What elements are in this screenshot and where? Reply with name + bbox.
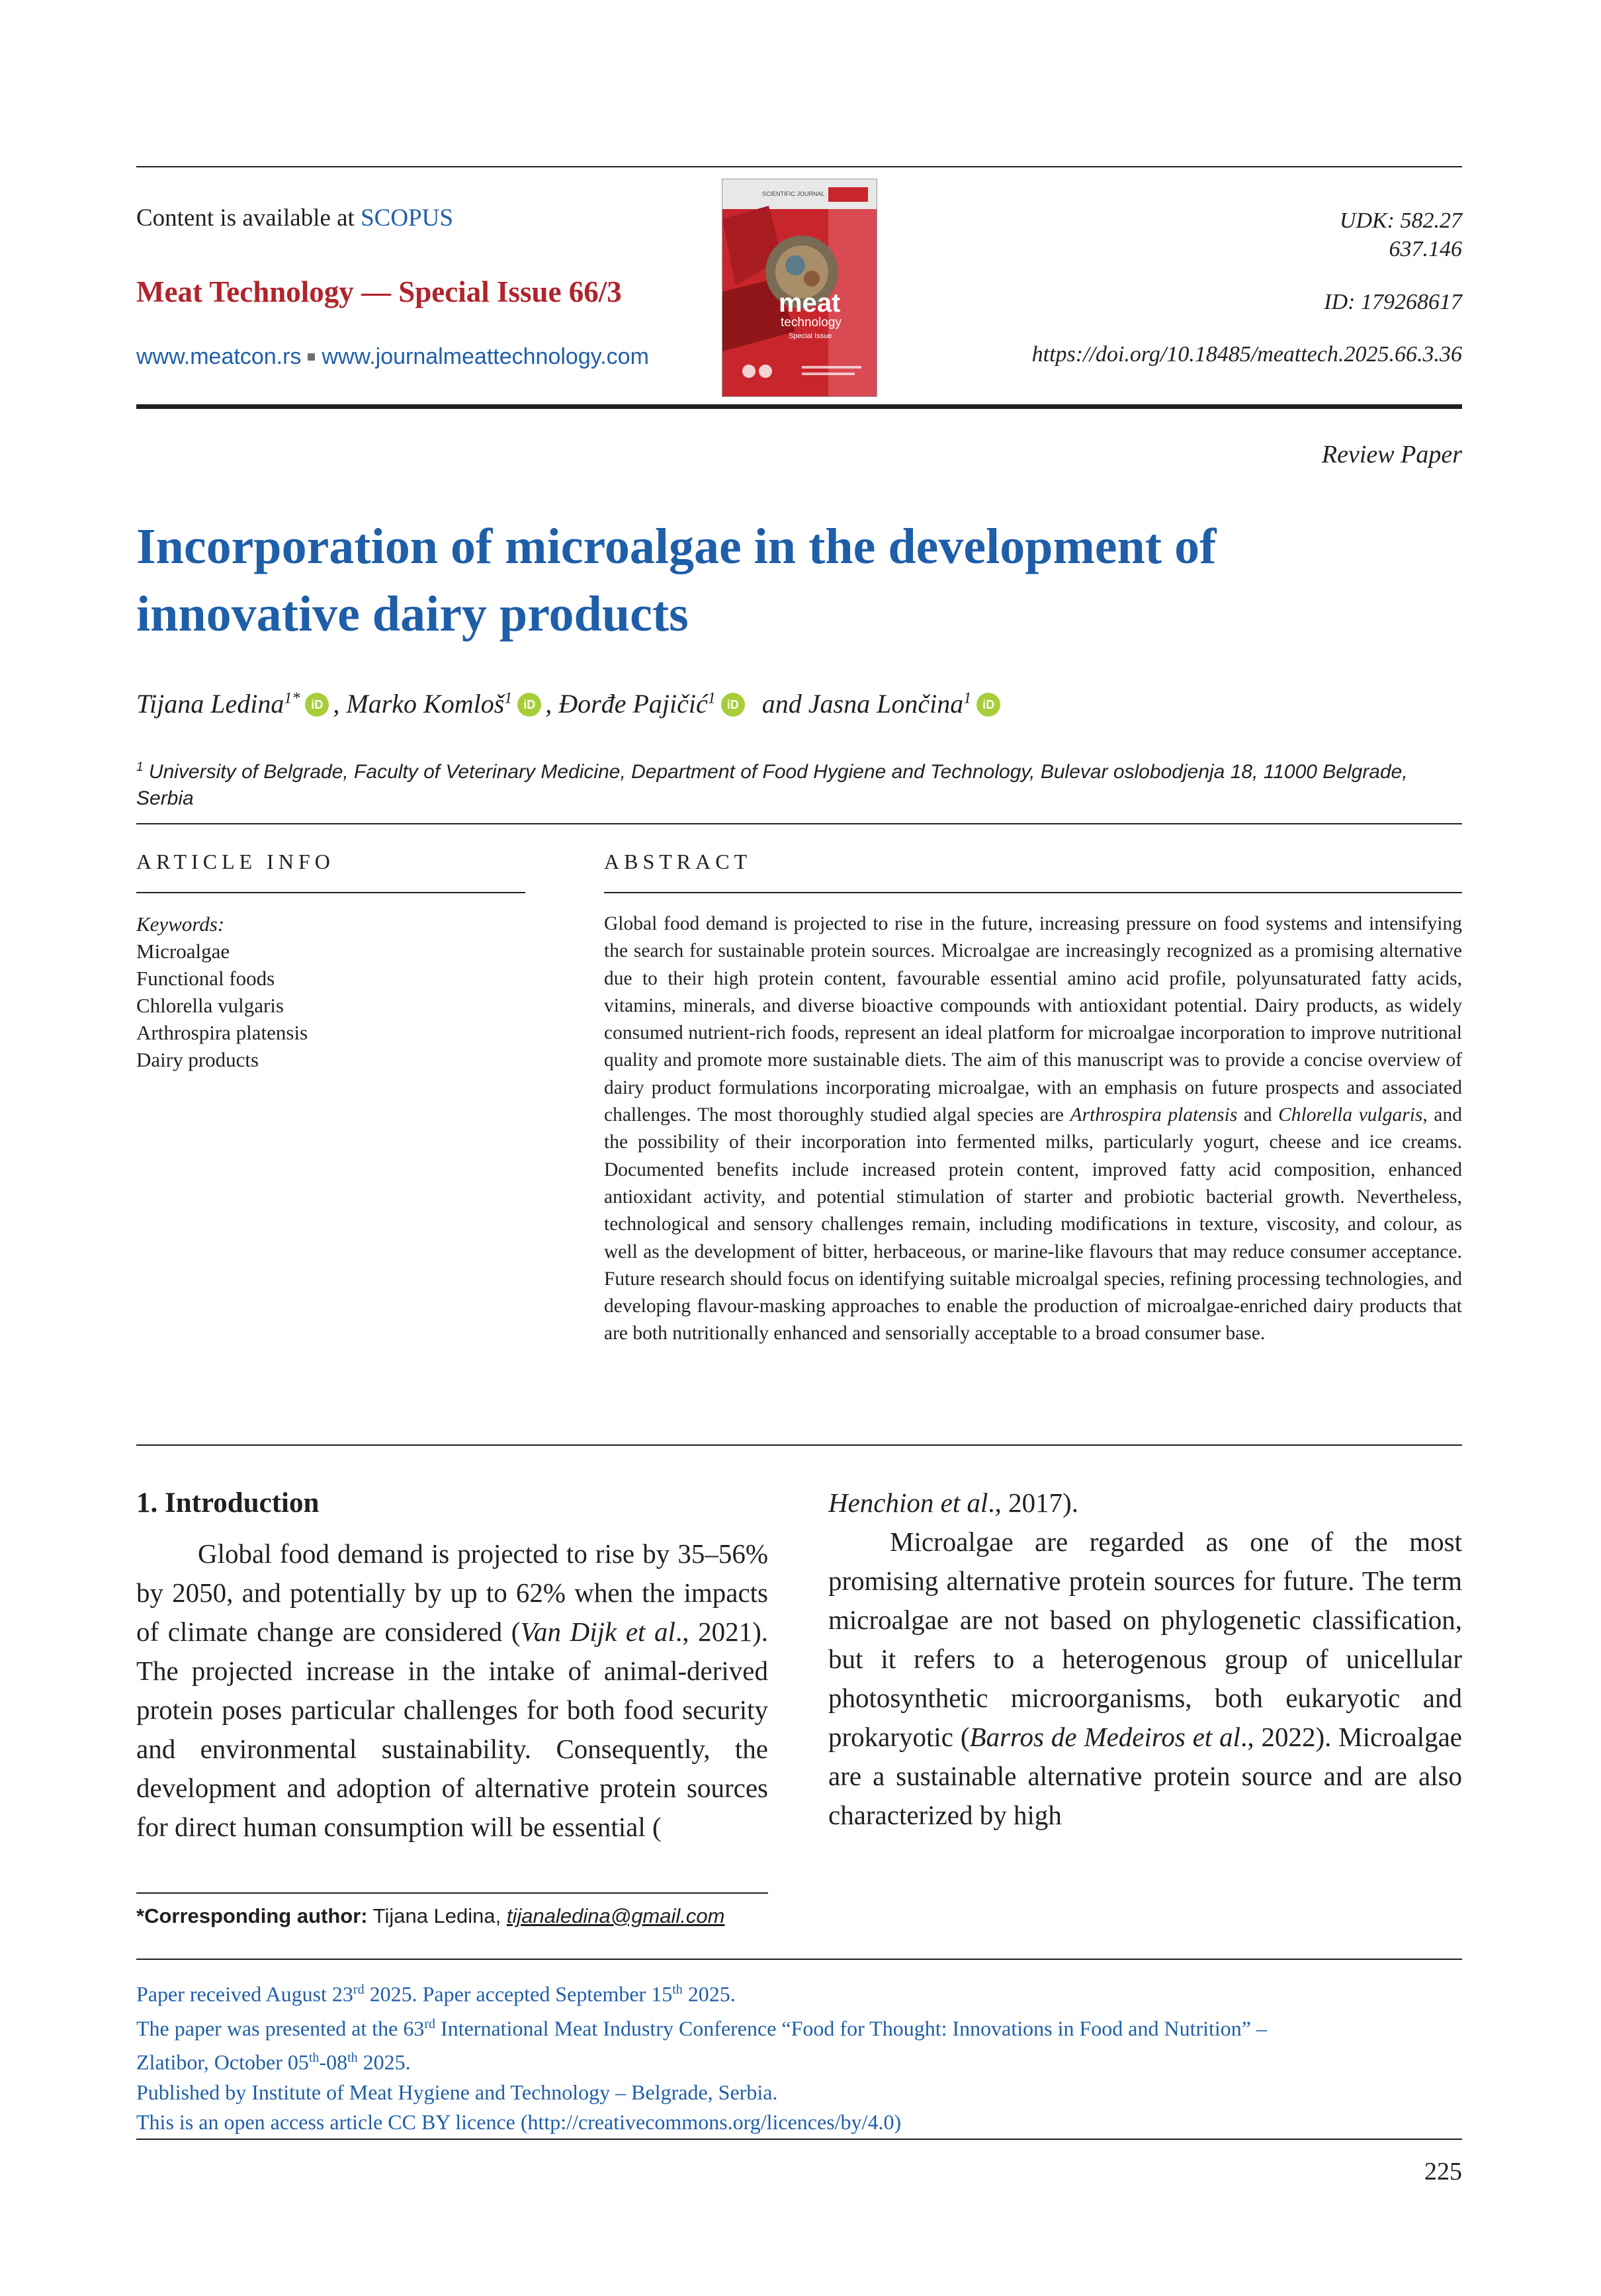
orcid-icon[interactable]: iD: [517, 693, 541, 717]
footer-text: The paper was presented at the 63: [136, 2016, 425, 2041]
author-separator: ,: [333, 689, 340, 719]
abstract-part-2: , and the possibility of their incorporation into fermented milks, particularly yogurt, cheese and ice creams. Documented benefits include increased protein content, improved fatty acid composition, enhanced antioxidant activity, and potential stimulation of starter and probiotic bacterial growth. Nevertheless, technological and sensory challenges remain, including modifications in texture, viscosity, and colour, as well as the development of bitter, herbaceous, or marine-like flavours that may reduce consumer acceptance. Future research should focus on identifying suitable microalgal species, refining processing technologies, and developing flavour-masking approaches to enable the production of microalgae-enriched dairy products that are both nutritionally enhanced and sensorially acceptable to a broad consumer base.: [604, 1104, 1462, 1345]
doi-link[interactable]: https://doi.org/10.18485/meattech.2025.66.3.36: [1031, 342, 1462, 367]
cover-logo-special: Special Issue: [789, 332, 832, 340]
paper-title: [136, 513, 1459, 648]
footer-text: International Meat Industry Conference “Food for Thought: Innovations in Food and Nutrition” –: [435, 2016, 1267, 2041]
footer-text: Paper received August 23: [136, 1982, 353, 2006]
abstract-species-2: Chlorella vulgaris: [1278, 1104, 1423, 1126]
intro-text: Global food demand is projected to rise by 35–56% by 2050, and potentially by up to 62% when the impacts of climate change are considered (: [136, 1538, 768, 1647]
article-type: Review Paper: [1321, 441, 1462, 468]
journal-site-link[interactable]: www.journalmeattechnology.com: [322, 344, 649, 369]
affiliation-text: University of Belgrade, Faculty of Veterinary Medicine, Department of Food Hygiene and Technology, Bulevar oslobodjenja 18, 11000 Belgrade, Serbia: [136, 761, 1408, 809]
footer-line-2: [136, 2009, 1466, 2044]
author-sup: 1: [707, 689, 716, 707]
cover-top-text: SCIENTIFIC JOURNAL: [762, 191, 825, 197]
author-and: and: [761, 689, 802, 719]
intro-text: ., 2017).: [988, 1487, 1079, 1518]
keyword-item: Dairy products: [136, 1048, 259, 1071]
authors-line: [136, 688, 1004, 719]
scopus-link[interactable]: SCOPUS: [361, 204, 453, 232]
top-rule: [136, 166, 1462, 167]
footer-text: 2025.: [682, 1982, 736, 2006]
article-id: ID: 179268617: [1324, 290, 1462, 314]
availability-line: [136, 204, 453, 232]
corresponding-name: Tijana Ledina,: [367, 1904, 507, 1927]
cover-logo-meat: meat: [779, 288, 841, 318]
footer-line-4: Published by Institute of Meat Hygiene and Technology – Belgrade, Serbia.: [136, 2080, 778, 2104]
affiliation-rule: [136, 823, 1462, 824]
intro-paragraph-2: [828, 1523, 1462, 1835]
udk-line-2: 637.146: [1389, 237, 1462, 261]
journal-name: Meat Technology — Special Issue 66/3: [136, 275, 622, 308]
orcid-icon[interactable]: iD: [305, 693, 329, 717]
page-number: 225: [1424, 2158, 1462, 2186]
body-column-right: [828, 1483, 1462, 1835]
keyword-item: Chlorella vulgaris: [136, 994, 284, 1017]
journal-links: [136, 344, 649, 370]
article-info-rule: [136, 892, 525, 893]
intro-text: Microalgae are regarded as one of the most promising alternative protein sources for future. The term microalgae are not based on phylogenetic classification, but it refers to a heterogenous group of unicellular photosynthetic microorganisms, both eukaryotic and prokaryotic (: [828, 1526, 1462, 1752]
abstract-and: and: [1237, 1104, 1279, 1126]
section-heading-introduction: 1. Introduction: [136, 1487, 320, 1519]
footer-text: Zlatibor, October 05: [136, 2050, 309, 2074]
keywords-label: Keywords:: [136, 912, 225, 936]
orcid-icon[interactable]: iD: [976, 693, 1000, 717]
footer-text: -08: [319, 2050, 348, 2074]
abstract-species-1: Arthrospira platensis: [1070, 1104, 1238, 1126]
footer-bottom-rule: [136, 2139, 1462, 2140]
keyword-item: Microalgae: [136, 940, 230, 963]
title-line-2: innovative dairy products: [136, 586, 689, 642]
author-name: Marko Komloš: [346, 689, 505, 719]
author-sup: 1: [504, 689, 513, 707]
footer-line-5[interactable]: This is an open access article CC BY licence (http://creativecommons.org/licences/by/4.0): [136, 2109, 902, 2134]
footnote-rule: [136, 1892, 768, 1894]
footer-top-rule: [136, 1959, 1462, 1960]
cover-logo-technology: technology: [781, 316, 842, 330]
affiliation: [136, 754, 1466, 812]
author-name: Tijana Ledina: [136, 689, 284, 719]
affiliation-sup: 1: [136, 760, 144, 774]
footer-text: 2025. Paper accepted September 15: [364, 1982, 673, 2006]
author-name: Đorđe Pajičić: [558, 689, 708, 719]
keyword-item: Arthrospira platensis: [136, 1021, 308, 1044]
cover-artwork: [722, 179, 877, 396]
footer-sup: rd: [353, 1982, 365, 1997]
link-separator: [308, 353, 315, 361]
corresponding-author: [136, 1904, 724, 1928]
journal-cover-image: [722, 179, 877, 397]
intro-paragraph-1: [136, 1534, 768, 1847]
footer-line-3: [136, 2043, 1466, 2078]
footer-sup: th: [672, 1982, 683, 1997]
article-info-heading: ARTICLE INFO: [136, 850, 335, 873]
keyword-item: Functional foods: [136, 967, 275, 990]
corresponding-email[interactable]: tijanaledina@gmail.com: [506, 1904, 725, 1927]
abstract-rule: [604, 892, 1462, 893]
udk-block: [1340, 206, 1462, 263]
footer-text: 2025.: [357, 2050, 411, 2074]
author-sup: 1: [963, 689, 972, 707]
author-name: Jasna Lončina: [808, 689, 964, 719]
corresponding-label: *Corresponding author:: [136, 1904, 368, 1927]
publication-footer: [136, 1975, 1466, 2137]
header-thick-rule: [136, 404, 1462, 409]
abstract-part-1: Global food demand is projected to rise in the future, increasing pressure on food systems and intensifying the search for sustainable protein sources. Microalgae are increasingly recognized as a promising alternative due to their high protein content, favourable essential amino acid profile, polyunsaturated fatty acids, vitamins, minerals, and diverse bioactive compounds with antioxidant potential. Dairy products, as widely consumed nutrient-rich foods, represent an ideal platform for microalgae incorporation to improve nutritional quality and promote more sustainable diets. The aim of this manuscript was to provide a concise overview of dairy product formulations incorporating microalgae, with an emphasis on future prospects and associated challenges. The most thoroughly studied algal species are: [604, 913, 1462, 1126]
abstract-text: [604, 910, 1462, 1348]
meatcon-link[interactable]: www.meatcon.rs: [136, 344, 302, 369]
author-sup: 1*: [284, 689, 300, 707]
footer-sup: rd: [424, 2016, 436, 2031]
orcid-icon[interactable]: iD: [721, 693, 745, 717]
keywords-block: [136, 910, 308, 1073]
intro-text: ., 2022). Microalgae are a sustainable alternative protein source and are also characterized by high: [828, 1722, 1462, 1830]
citation: Barros de Medeiros et al: [969, 1722, 1241, 1752]
udk-line-1: UDK: 582.27: [1339, 208, 1462, 233]
author-separator: ,: [545, 689, 552, 719]
citation: Van Dijk et al: [520, 1616, 675, 1647]
footer-sup: th: [308, 2051, 320, 2066]
intro-paragraph-1-continued: [828, 1483, 1462, 1523]
footer-sup: th: [347, 2051, 358, 2066]
abstract-end-rule: [136, 1444, 1462, 1446]
body-column-left: [136, 1483, 768, 1847]
availability-prefix: Content is available at: [136, 204, 361, 232]
abstract-heading: ABSTRACT: [604, 850, 752, 873]
footer-line-1: [136, 1975, 1466, 2009]
title-line-1: Incorporation of microalgae in the development of: [136, 519, 1217, 574]
citation: Henchion et al: [828, 1487, 988, 1518]
intro-text: ., 2021). The projected increase in the intake of animal-derived protein poses particular challenges for both food security and environmental sustainability. Consequently, the development and adoption of alternative protein sources for direct human consumption will be essential (: [136, 1616, 769, 1842]
